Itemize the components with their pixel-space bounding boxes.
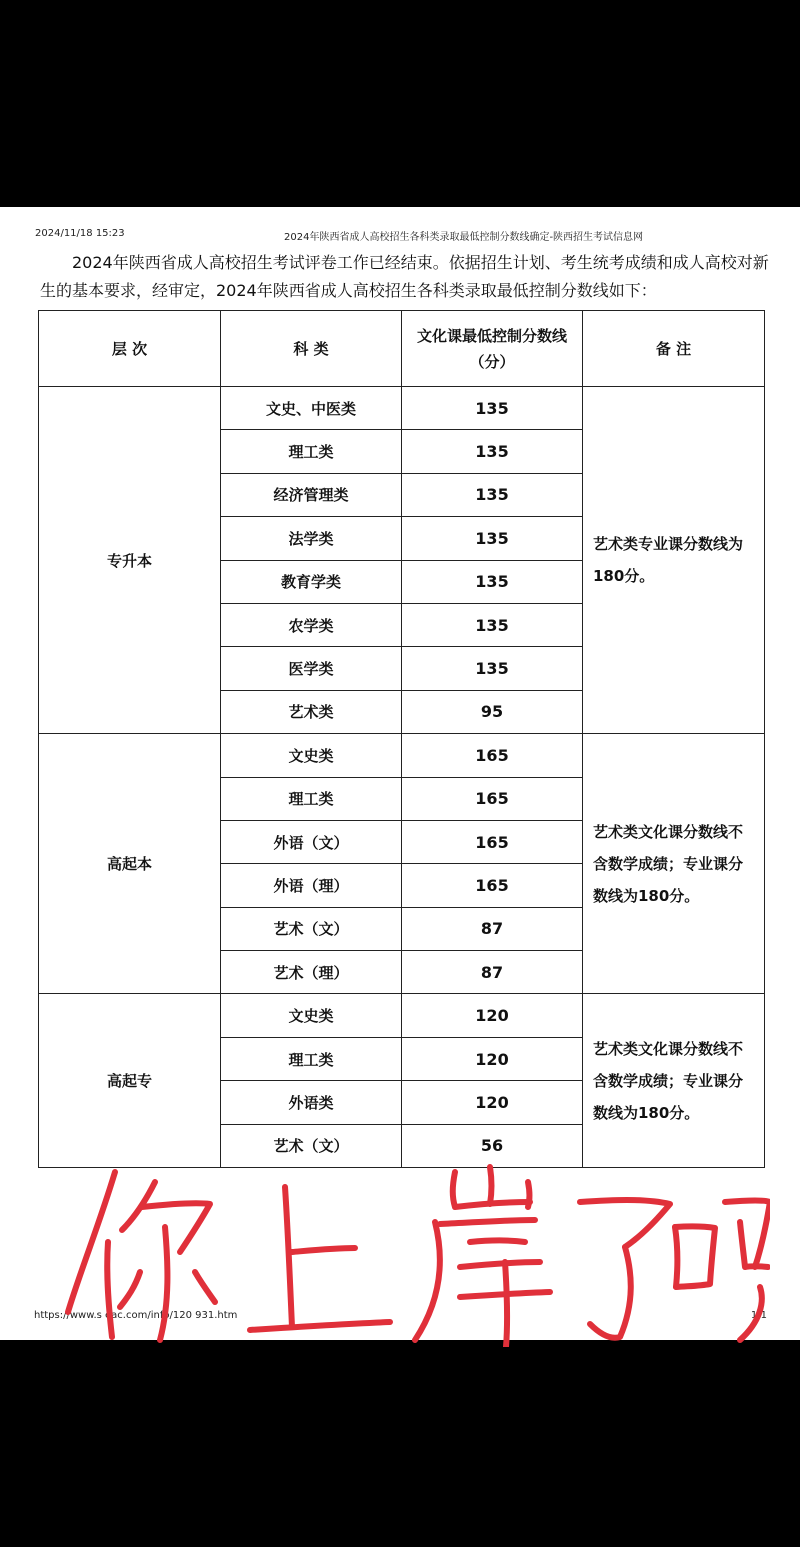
score-cell: 165 xyxy=(402,820,583,863)
category-cell: 理工类 xyxy=(221,430,402,473)
category-cell: 法学类 xyxy=(221,517,402,560)
level-cell: 高起本 xyxy=(39,734,221,994)
category-cell: 文史类 xyxy=(221,734,402,777)
category-cell: 农学类 xyxy=(221,603,402,646)
category-cell: 理工类 xyxy=(221,1037,402,1080)
header-category: 科 类 xyxy=(221,311,402,387)
category-cell: 文史、中医类 xyxy=(221,387,402,430)
score-cell: 120 xyxy=(402,1081,583,1124)
level-cell: 高起专 xyxy=(39,994,221,1168)
category-cell: 艺术（理） xyxy=(221,951,402,994)
intro-paragraph xyxy=(40,249,770,305)
table-body xyxy=(39,387,765,1168)
print-url: https://www.s eac.com/info/120 931.htm xyxy=(34,1310,238,1321)
level-cell: 专升本 xyxy=(39,387,221,734)
score-cell: 165 xyxy=(402,734,583,777)
score-cell: 135 xyxy=(402,517,583,560)
category-cell: 艺术（文） xyxy=(221,1124,402,1167)
header-note: 备 注 xyxy=(583,311,765,387)
category-cell: 教育学类 xyxy=(221,560,402,603)
header-level: 层 次 xyxy=(39,311,221,387)
category-cell: 医学类 xyxy=(221,647,402,690)
category-cell: 外语类 xyxy=(221,1081,402,1124)
score-cell: 135 xyxy=(402,473,583,516)
note-cell: 艺术类专业课分数线为180分。 xyxy=(583,387,765,734)
score-cell: 120 xyxy=(402,994,583,1037)
table-header-row xyxy=(39,311,765,387)
score-cell: 165 xyxy=(402,777,583,820)
category-cell: 文史类 xyxy=(221,994,402,1037)
category-cell: 外语（理） xyxy=(221,864,402,907)
handwritten-scrawl xyxy=(60,1162,770,1347)
score-cell: 165 xyxy=(402,864,583,907)
score-table xyxy=(38,310,765,1168)
score-cell: 135 xyxy=(402,387,583,430)
score-cell: 87 xyxy=(402,907,583,950)
print-title: 2024年陕西省成人高校招生各科类录取最低控制分数线确定-陕西招生考试信息网 xyxy=(284,232,644,243)
score-cell: 95 xyxy=(402,690,583,733)
table-row xyxy=(39,994,765,1037)
note-cell: 艺术类文化课分数线不含数学成绩；专业课分数线为180分。 xyxy=(583,994,765,1168)
table-row xyxy=(39,734,765,777)
table-row xyxy=(39,387,765,430)
document-page xyxy=(0,207,800,1340)
category-cell: 艺术类 xyxy=(221,690,402,733)
note-cell: 艺术类文化课分数线不含数学成绩；专业课分数线为180分。 xyxy=(583,734,765,994)
category-cell: 经济管理类 xyxy=(221,473,402,516)
score-cell: 135 xyxy=(402,430,583,473)
category-cell: 外语（文） xyxy=(221,820,402,863)
category-cell: 艺术（文） xyxy=(221,907,402,950)
score-cell: 135 xyxy=(402,603,583,646)
page-number: 1/1 xyxy=(750,1310,767,1321)
score-cell: 56 xyxy=(402,1124,583,1167)
category-cell: 理工类 xyxy=(221,777,402,820)
header-score: 文化课最低控制分数线（分） xyxy=(402,311,583,387)
print-datetime: 2024/11/18 15:23 xyxy=(35,228,125,239)
intro-text: 2024年陕西省成人高校招生考试评卷工作已经结束。依据招生计划、考生统考成绩和成人高校对新生的基本要求，经审定，2024年陕西省成人高校招生各科类录取最低控制分数线如下： xyxy=(40,253,769,300)
score-cell: 87 xyxy=(402,951,583,994)
score-cell: 135 xyxy=(402,560,583,603)
score-cell: 120 xyxy=(402,1037,583,1080)
score-cell: 135 xyxy=(402,647,583,690)
